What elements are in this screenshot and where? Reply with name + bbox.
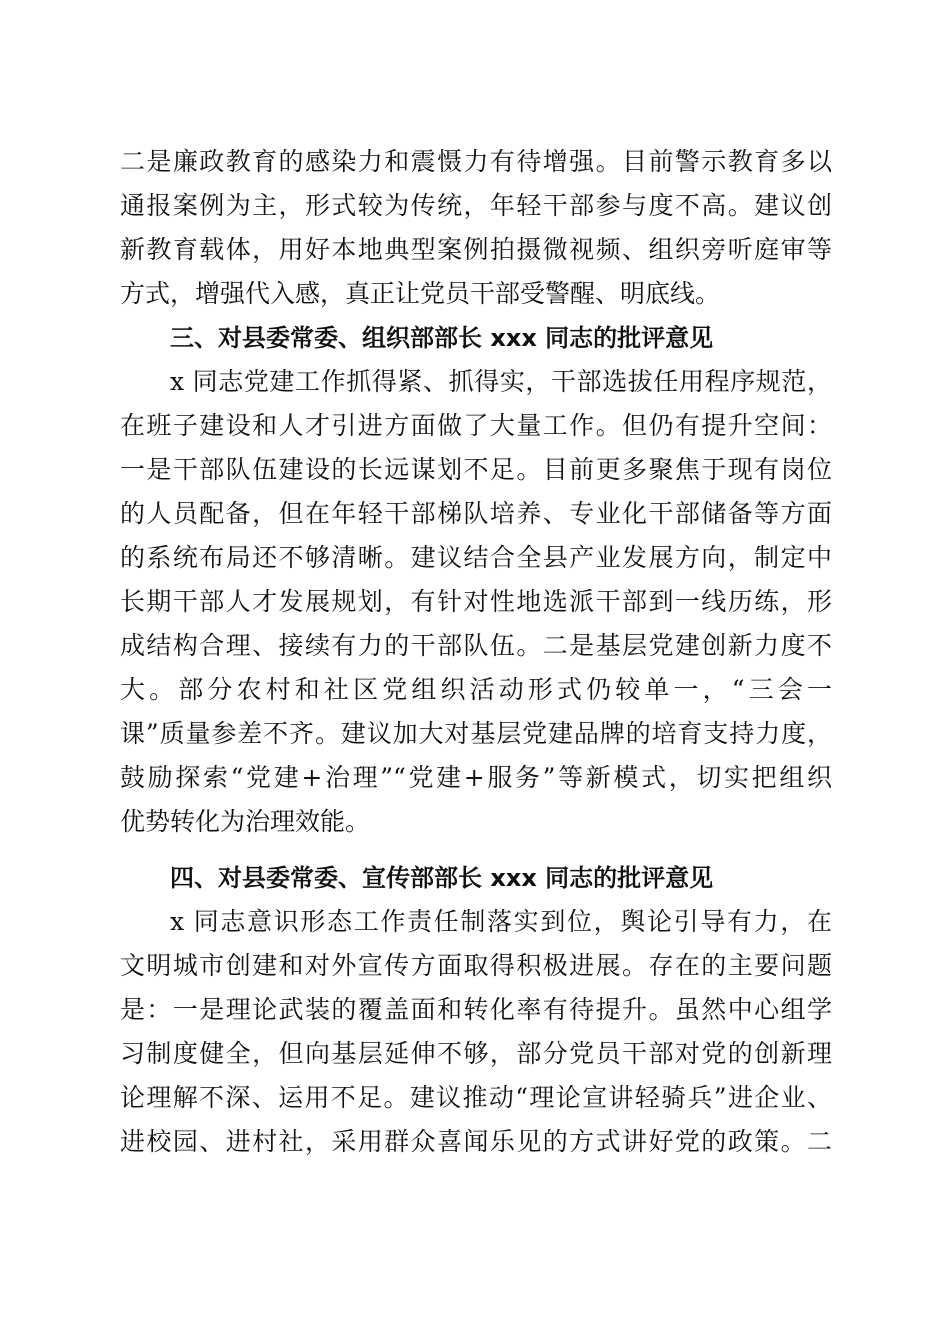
text-line: 课”质量参差不齐。建议加大对基层党建品牌的培育支持力度， <box>120 719 832 748</box>
text-line: 长期干部人才发展规划，有针对性地选派干部到一线历练，形 <box>120 587 832 616</box>
text-line: 鼓励探索“党建+治理”“党建+服务”等新模式，切实把组织 <box>120 763 832 792</box>
text-line: x 同志党建工作抓得紧、抓得实，干部选拔任用程序规范， <box>170 367 832 396</box>
section-heading-publicity: 四、对县委常委、宣传部部长 xxx 同志的批评意见 <box>170 864 714 892</box>
text-line: 在班子建设和人才引进方面做了大量工作。但仍有提升空间： <box>120 411 832 440</box>
text-line: 通报案例为主，形式较为传统，年轻干部参与度不高。建议创 <box>120 191 832 220</box>
text-line: 习制度健全，但向基层延伸不够，部分党员干部对党的创新理 <box>120 1039 832 1068</box>
text-line: 的系统布局还不够清晰。建议结合全县产业发展方向，制定中 <box>120 543 832 572</box>
text-line: 是：一是理论武装的覆盖面和转化率有待提升。虽然中心组学 <box>120 995 832 1024</box>
text-line: 文明城市创建和对外宣传方面取得积极进展。存在的主要问题 <box>120 951 832 980</box>
text-line: 成结构合理、接续有力的干部队伍。二是基层党建创新力度不 <box>120 631 832 660</box>
text-line: 论理解不深、运用不足。建议推动“理论宣讲轻骑兵”进企业、 <box>120 1083 832 1112</box>
text-line: 一是干部队伍建设的长远谋划不足。目前更多聚焦于现有岗位 <box>120 455 832 484</box>
text-line: 方式，增强代入感，真正让党员干部受警醒、明底线。 <box>120 279 721 308</box>
text-line: 的人员配备，但在年轻干部梯队培养、专业化干部储备等方面 <box>120 499 832 528</box>
text-line: 二是廉政教育的感染力和震慑力有待增强。目前警示教育多以 <box>120 147 832 176</box>
text-line: x 同志意识形态工作责任制落实到位，舆论引导有力，在 <box>170 907 832 936</box>
text-line: 优势转化为治理效能。 <box>120 807 371 836</box>
text-line: 新教育载体，用好本地典型案例拍摄微视频、组织旁听庭审等 <box>120 235 832 264</box>
section-heading-organization: 三、对县委常委、组织部部长 xxx 同志的批评意见 <box>170 324 714 352</box>
text-line: 大。部分农村和社区党组织活动形式仍较单一，“三会一 <box>120 675 832 704</box>
text-line: 进校园、进村社，采用群众喜闻乐见的方式讲好党的政策。二 <box>120 1127 832 1156</box>
